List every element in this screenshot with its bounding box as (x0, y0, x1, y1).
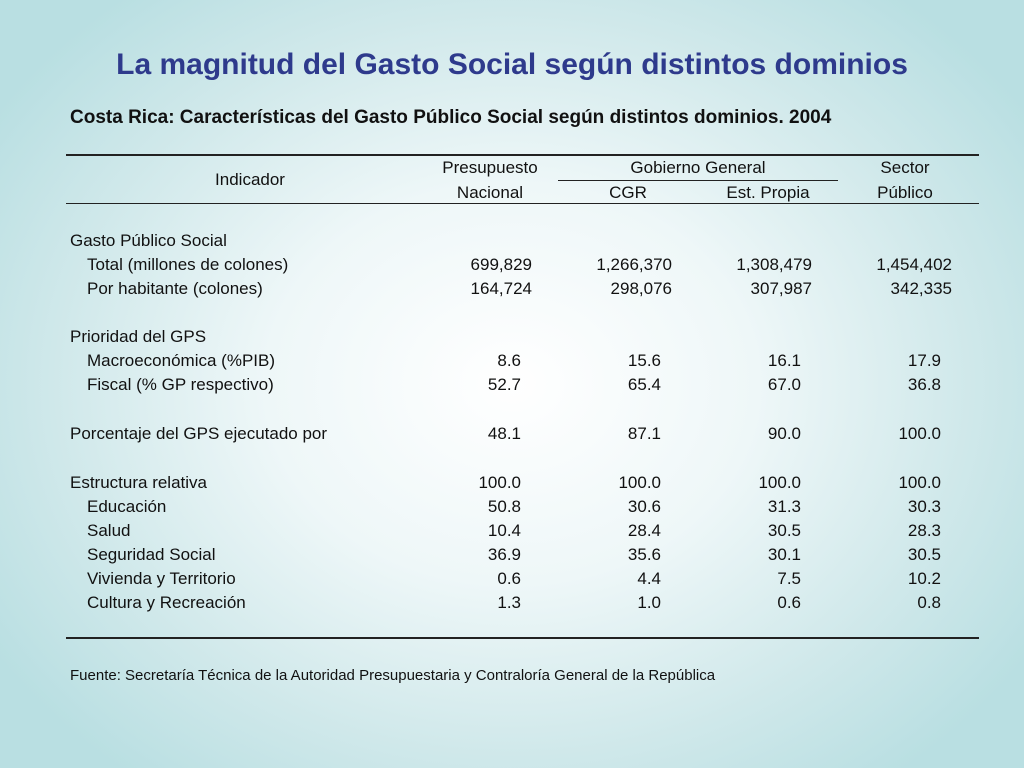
cell-cgr: 87.1 (627, 424, 661, 443)
cell-sector-publico: 17.9 (907, 351, 941, 370)
cell-cgr: 30.6 (627, 497, 661, 516)
table-row (0, 255, 1024, 279)
table-top-rule (66, 154, 979, 156)
row-label: Vivienda y Territorio (87, 569, 236, 588)
header-sector-line1: Sector (880, 158, 930, 177)
cell-est-propia: 90.0 (767, 424, 801, 443)
table-row (0, 521, 1024, 545)
cell-est-propia: 307,987 (750, 279, 812, 298)
cell-presupuesto: 100.0 (478, 473, 521, 492)
cell-sector-publico: 1,454,402 (876, 255, 952, 274)
row-label: Macroeconómica (%PIB) (87, 351, 276, 370)
cell-cgr: 4.4 (637, 569, 661, 588)
cell-presupuesto: 52.7 (487, 375, 521, 394)
cell-cgr: 298,076 (610, 279, 672, 298)
cell-presupuesto: 164,724 (470, 279, 532, 298)
header-cgr: CGR (609, 183, 647, 202)
table-bottom-rule (66, 637, 979, 639)
cell-cgr: 1.0 (637, 593, 661, 612)
cell-cgr: 100.0 (618, 473, 661, 492)
row-label: Porcentaje del GPS ejecutado por (70, 424, 328, 443)
row-label: Cultura y Recreación (87, 593, 246, 612)
cell-presupuesto: 50.8 (487, 497, 521, 516)
cell-est-propia: 30.1 (767, 545, 801, 564)
cell-cgr: 15.6 (627, 351, 661, 370)
table-row (0, 327, 1024, 351)
row-label: Educación (87, 497, 167, 516)
cell-sector-publico: 30.5 (907, 545, 941, 564)
header-group-rule (558, 180, 838, 181)
cell-sector-publico: 342,335 (890, 279, 952, 298)
row-label: Gasto Público Social (70, 231, 227, 250)
cell-presupuesto: 699,829 (470, 255, 532, 274)
cell-presupuesto: 0.6 (497, 569, 521, 588)
cell-presupuesto: 48.1 (487, 424, 521, 443)
table-row (0, 497, 1024, 521)
cell-est-propia: 0.6 (777, 593, 801, 612)
cell-sector-publico: 0.8 (917, 593, 941, 612)
cell-cgr: 65.4 (627, 375, 661, 394)
header-sector-line2: Público (877, 183, 933, 202)
header-presupuesto-line1: Presupuesto (442, 158, 538, 177)
table-header-rule (66, 203, 979, 204)
source-note: Fuente: Secretaría Técnica de la Autoridad Presupuestaria y Contraloría General de la República (70, 667, 716, 684)
cell-est-propia: 67.0 (767, 375, 801, 394)
cell-cgr: 1,266,370 (596, 255, 672, 274)
table-row (0, 231, 1024, 255)
table-row (0, 545, 1024, 569)
row-label: Por habitante (colones) (87, 279, 263, 298)
table-row (0, 569, 1024, 593)
cell-presupuesto: 8.6 (497, 351, 521, 370)
row-label: Seguridad Social (87, 545, 216, 564)
cell-sector-publico: 10.2 (907, 569, 941, 588)
cell-cgr: 28.4 (627, 521, 661, 540)
header-est-propia: Est. Propia (726, 183, 810, 202)
cell-sector-publico: 28.3 (907, 521, 941, 540)
cell-sector-publico: 36.8 (907, 375, 941, 394)
cell-est-propia: 1,308,479 (736, 255, 812, 274)
table-row (0, 375, 1024, 399)
table-row (0, 424, 1024, 448)
header-presupuesto-line2: Nacional (456, 183, 524, 202)
cell-est-propia: 100.0 (758, 473, 801, 492)
cell-est-propia: 30.5 (767, 521, 801, 540)
table-row (0, 473, 1024, 497)
row-label: Salud (87, 521, 131, 540)
cell-est-propia: 16.1 (767, 351, 801, 370)
table-caption: Costa Rica: Características del Gasto Público Social según distintos dominios. 2004 (70, 107, 832, 128)
row-label: Fiscal (% GP respectivo) (87, 375, 274, 394)
row-label: Prioridad del GPS (70, 327, 207, 346)
table-row (0, 351, 1024, 375)
cell-est-propia: 31.3 (767, 497, 801, 516)
row-label: Estructura relativa (70, 473, 207, 492)
row-label: Total (millones de colones) (87, 255, 289, 274)
header-gobierno-general: Gobierno General (630, 158, 766, 177)
cell-sector-publico: 30.3 (907, 497, 941, 516)
cell-est-propia: 7.5 (777, 569, 801, 588)
header-indicador: Indicador (215, 170, 285, 189)
cell-sector-publico: 100.0 (898, 424, 941, 443)
cell-presupuesto: 10.4 (487, 521, 521, 540)
slide-title: La magnitud del Gasto Social según distintos dominios (116, 48, 908, 81)
table-row (0, 279, 1024, 303)
cell-presupuesto: 1.3 (497, 593, 521, 612)
cell-sector-publico: 100.0 (898, 473, 941, 492)
cell-presupuesto: 36.9 (487, 545, 521, 564)
cell-cgr: 35.6 (627, 545, 661, 564)
table-row (0, 593, 1024, 617)
